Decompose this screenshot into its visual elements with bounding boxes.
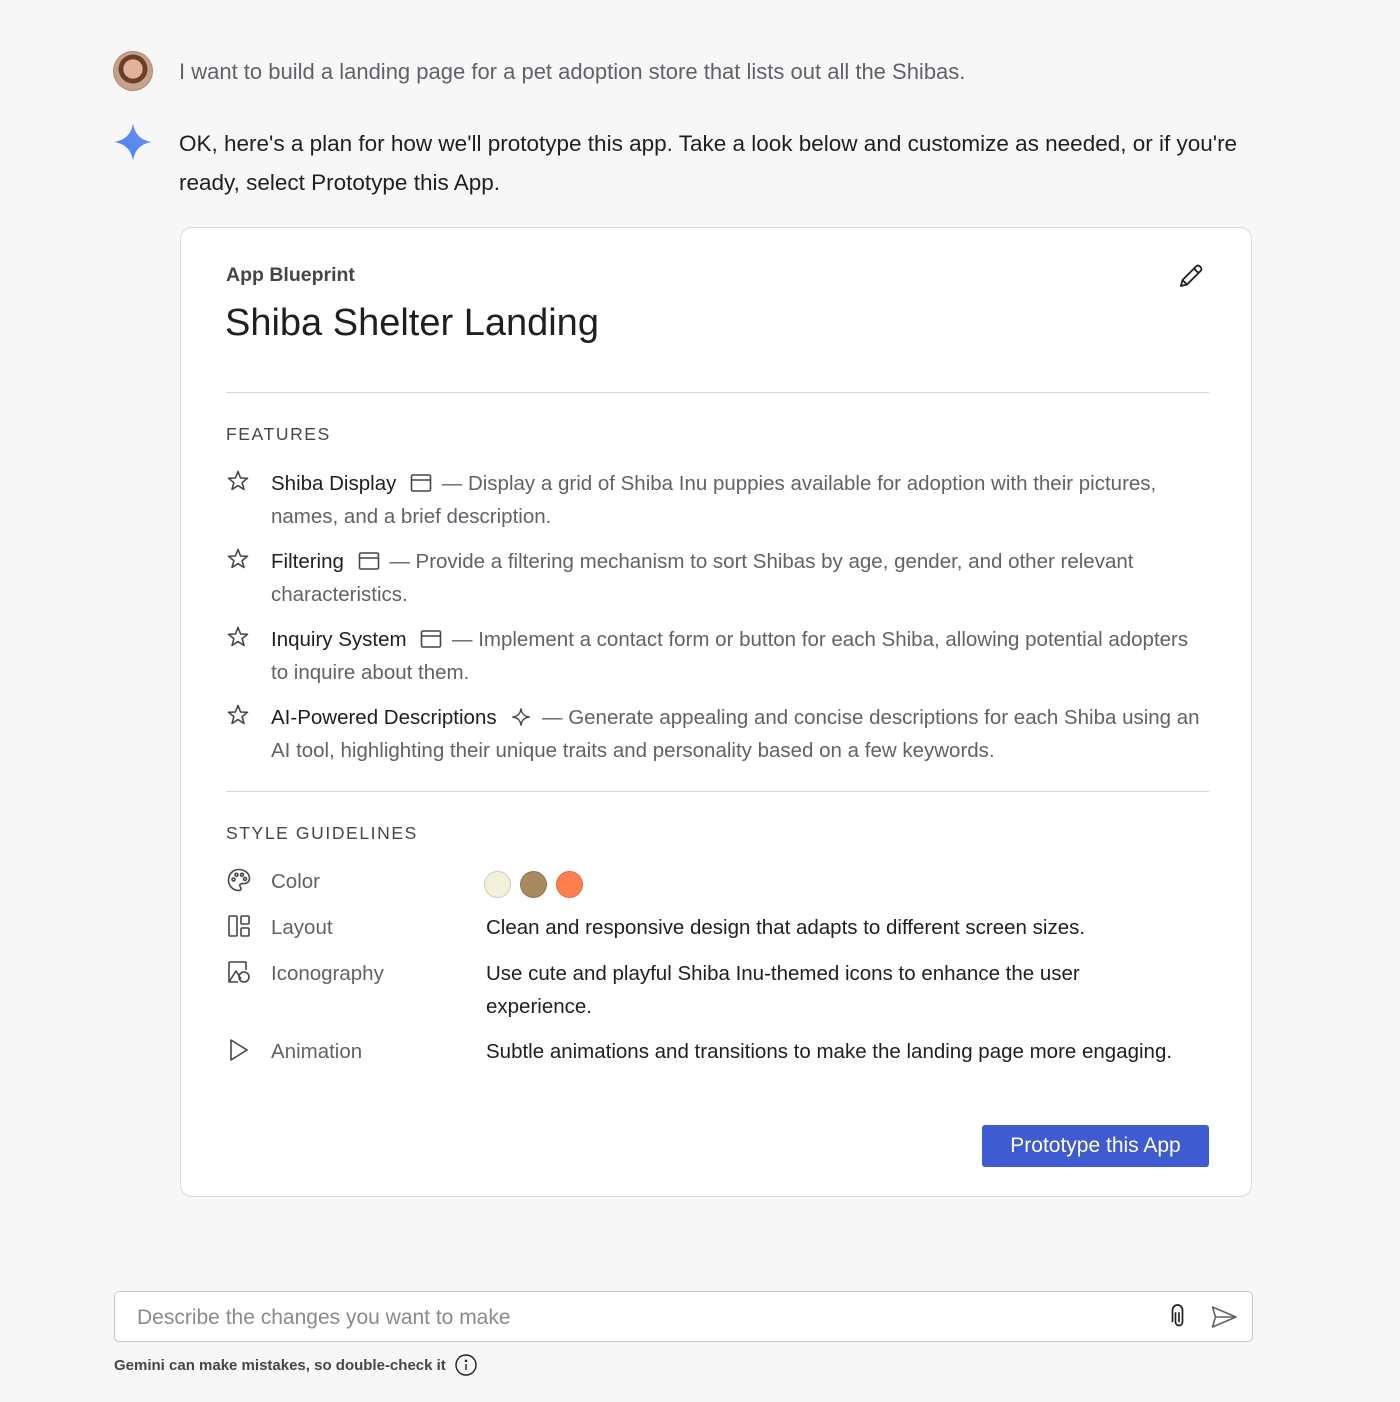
style-label: Animation (271, 1040, 363, 1063)
feature-name: Inquiry System (271, 628, 407, 651)
disclaimer-text: Gemini can make mistakes, so double-check it (114, 1356, 446, 1374)
style-row-iconography (226, 957, 1211, 1023)
style-value: Clean and responsive design that adapts to different screen sizes. (486, 916, 1086, 939)
style-label: Layout (271, 916, 333, 939)
palette-icon (226, 867, 252, 893)
color-swatches (484, 867, 1184, 900)
assistant-message-row (113, 122, 1239, 202)
feature-ai-powered-descriptions (226, 701, 1206, 767)
user-message-row (113, 51, 965, 91)
info-icon[interactable] (455, 1354, 477, 1376)
prototype-app-button[interactable]: Prototype this App (982, 1125, 1209, 1167)
star-icon (226, 703, 250, 727)
feature-shiba-display (226, 467, 1206, 533)
feature-separator: — (441, 472, 463, 495)
color-swatch-orange (556, 871, 583, 898)
star-icon (226, 469, 250, 493)
style-guidelines-heading: STYLE GUIDELINES (226, 823, 418, 843)
gemini-sparkle-icon (113, 122, 153, 162)
paperclip-icon[interactable] (1167, 1304, 1191, 1330)
shapes-icon (226, 959, 252, 985)
window-icon (420, 629, 442, 649)
feature-separator: — (389, 550, 410, 573)
composer-input[interactable] (135, 1292, 1139, 1343)
pencil-icon[interactable] (1175, 260, 1207, 292)
style-label: Color (271, 870, 320, 893)
app-blueprint-card (180, 227, 1252, 1197)
feature-filtering (226, 545, 1206, 611)
feature-name: Filtering (271, 550, 344, 573)
feature-separator: — (451, 628, 473, 651)
section-divider (226, 392, 1209, 393)
star-icon (226, 625, 250, 649)
user-message-text: I want to build a landing page for a pet adoption store that lists out all the Shibas. (179, 59, 966, 84)
feature-description: Provide a filtering mechanism to sort Shibas by age, gender, and other relevant characteristics. (271, 550, 1134, 606)
style-value: Use cute and playful Shiba Inu-themed icons to enhance the user experience. (486, 962, 1080, 1018)
window-icon (358, 551, 380, 571)
feature-inquiry-system (226, 623, 1206, 689)
feature-name: AI-Powered Descriptions (271, 706, 497, 729)
color-swatch-cream (484, 871, 511, 898)
feature-description: Implement a contact form or button for each Shiba, allowing potential adopters to inquire about them. (271, 628, 1189, 684)
avatar (113, 51, 153, 91)
feature-description: Display a grid of Shiba Inu puppies available for adoption with their pictures, names, and a brief description. (271, 472, 1157, 528)
feature-description: Generate appealing and concise descriptions for each Shiba using an AI tool, highlighting their unique traits and personality based on a few keywords. (271, 706, 1200, 762)
color-swatch-brown (520, 871, 547, 898)
window-icon (410, 473, 432, 493)
feature-separator: — (542, 706, 563, 729)
blueprint-label: App Blueprint (226, 264, 355, 286)
style-value: Subtle animations and transitions to make the landing page more engaging. (486, 1040, 1173, 1063)
style-row-color (226, 865, 1211, 898)
features-heading: FEATURES (226, 424, 331, 444)
assistant-message-text: OK, here's a plan for how we'll prototype this app. Take a look below and customize as needed, or if you're ready, select Prototype this App. (179, 131, 1238, 195)
style-row-layout (226, 911, 1211, 944)
style-row-animation (226, 1035, 1211, 1101)
composer (114, 1291, 1253, 1342)
send-icon[interactable] (1210, 1304, 1238, 1330)
sparkle-icon (510, 707, 532, 727)
blueprint-title: Shiba Shelter Landing (225, 302, 599, 344)
play-icon (226, 1037, 252, 1063)
layout-icon (226, 913, 252, 939)
star-icon (226, 547, 250, 571)
feature-name: Shiba Display (271, 472, 397, 495)
section-divider (226, 791, 1209, 792)
disclaimer (114, 1354, 477, 1376)
style-label: Iconography (271, 962, 384, 985)
